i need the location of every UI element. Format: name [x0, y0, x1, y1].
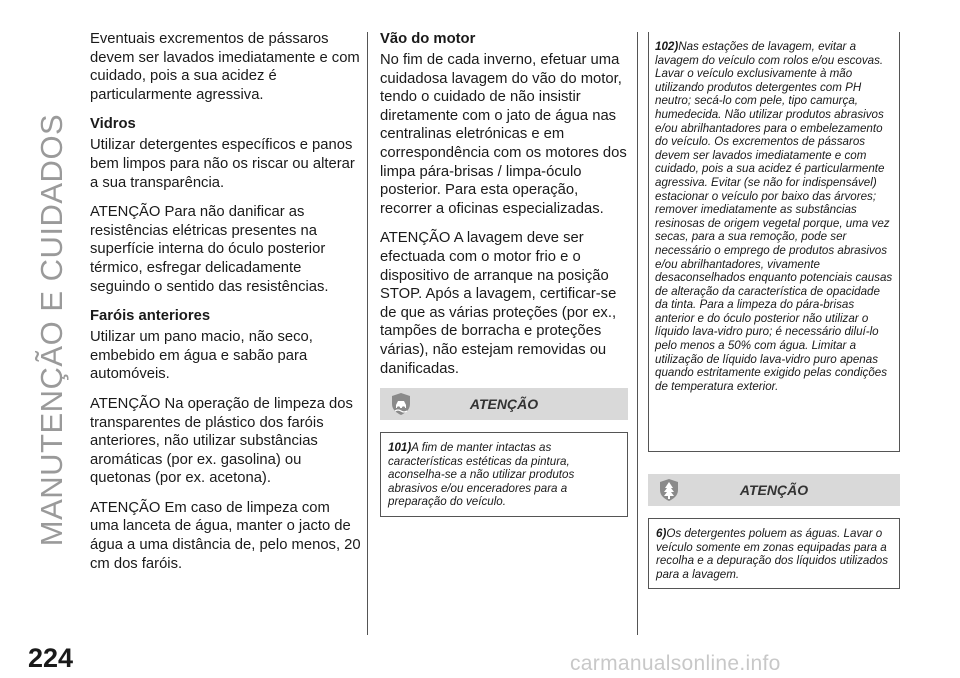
note-101-box: [380, 432, 628, 517]
warning-block: [380, 388, 628, 517]
motor-attention: ATENÇÃO A lavagem deve ser efectuada com o motor frio e o dispositivo de arranque na posição STOP. Após a lavagem, certificar-se de que as várias proteções (por ex., tampões de borracha e proteções várias), não estejam removidas ou danificadas.: [380, 230, 617, 377]
car-skid-warning-icon: [390, 392, 412, 416]
note-102-number: 102): [655, 40, 679, 53]
farois-attention-1: ATENÇÃO Na operação de limpeza dos transparentes de plástico dos faróis anteriores, não utilizar substâncias aromáticas (por ex. gasolina) ou quetonas (por ex. acetona).: [90, 395, 353, 487]
vidros-paragraph: Utilizar detergentes específicos e panos bem limpos para não os riscar ou alterar a sua transparência.: [90, 137, 355, 191]
note-102-text: Nas estações de lavagem, evitar a lavagem do veículo com rolos e/ou escovas. Lavar o veículo exclusivamente à mão utilizando produtos detergentes com PH neutro; secá-lo com pele, tipo camurça, humedecida. Não utilizar produtos abrasivos e/ou abrilhantadores para o embelezamento do veículo. Os excrementos de pássaros devem ser lavados imediatamente e com cuidado, pois a sua acidez é particularmente agressiva. Evitar (se não for indispensável) estacionar o veículo por baixo das árvores; remover imediatamente as substâncias resinosas de origem vegetal porque, uma vez secas, para a sua remoção, pode ser necessário o emprego de produtos abrasivos e/ou abrilhantadores, vivamente desaconselhados enquanto potenciais causas de alteração da característica de opacidade da tinta. Para a limpeza do pára-brisas anterior e do óculo posterior não utilizar o líquido lava-vidro puro; é necessário diluí-lo pelo menos a 50% com água. Limitar a utilização de líquido lava-vidro puro apenas quando estritamente exigido pelas condições de temperatura exterior.: [655, 40, 893, 393]
environment-block: [648, 474, 900, 589]
vidros-heading: Vidros: [90, 116, 136, 133]
column-1: [90, 30, 362, 584]
farois-paragraph: Utilizar um pano macio, não seco, embebido em água e sabão para automóveis.: [90, 329, 313, 383]
motor-paragraph: No fim de cada inverno, efetuar uma cuidadosa lavagem do vão do motor, tendo o cuidado de não insistir diretamente com o jato de água nas centralinas eletrónicas e em correspondência com os motores dos limpa pára-brisas / limpa-óculo posterior. Para esta operação, recorrer a oficinas especializadas.: [380, 52, 627, 217]
column-2: [380, 30, 630, 389]
environment-banner: [648, 474, 900, 506]
intro-paragraph: Eventuais excrementos de pássaros devem ser lavados imediatamente e com cuidado, pois a sua acidez é particularmente agressiva.: [90, 31, 360, 103]
farois-attention-2: ATENÇÃO Em caso de limpeza com uma lanceta de água, manter o jacto de água a uma distância de, pelo menos, 20 cm dos faróis.: [90, 499, 361, 572]
note-6-box: [648, 518, 900, 589]
page-number: 224: [28, 643, 74, 673]
farois-heading: Faróis anteriores: [90, 308, 211, 325]
watermark-text: carmanualsonline.info: [570, 652, 781, 675]
vidros-attention: ATENÇÃO Para não danificar as resistências elétricas presentes na superfície interna do óculo posterior térmico, esfregar delicadamente seguindo o sentido das resistências.: [90, 204, 329, 295]
section-side-title: MANUTENÇÃO E CUIDADOS: [34, 113, 69, 547]
note-101-number: 101): [388, 441, 412, 454]
note-102-box: [648, 32, 900, 452]
environment-banner-title: ATENÇÃO: [739, 482, 809, 498]
motor-heading: Vão do motor: [380, 31, 476, 47]
note-6-text: Os detergentes poluem as águas. Lavar o veículo somente em zonas equipadas para a recolha e a depuração dos líquidos utilizados para a lavagem.: [656, 527, 889, 581]
note-6-number: 6): [656, 527, 667, 540]
warning-banner-title: ATENÇÃO: [469, 396, 539, 412]
note-101-text: A fim de manter intactas as características estéticas da pintura, aconselha-se a não utilizar produtos abrasivos e/ou enceradores para a preparação do veículo.: [388, 441, 575, 509]
tree-environment-icon: [658, 478, 680, 502]
warning-banner: [380, 388, 628, 420]
column-divider: [367, 32, 368, 635]
column-divider: [637, 32, 638, 635]
